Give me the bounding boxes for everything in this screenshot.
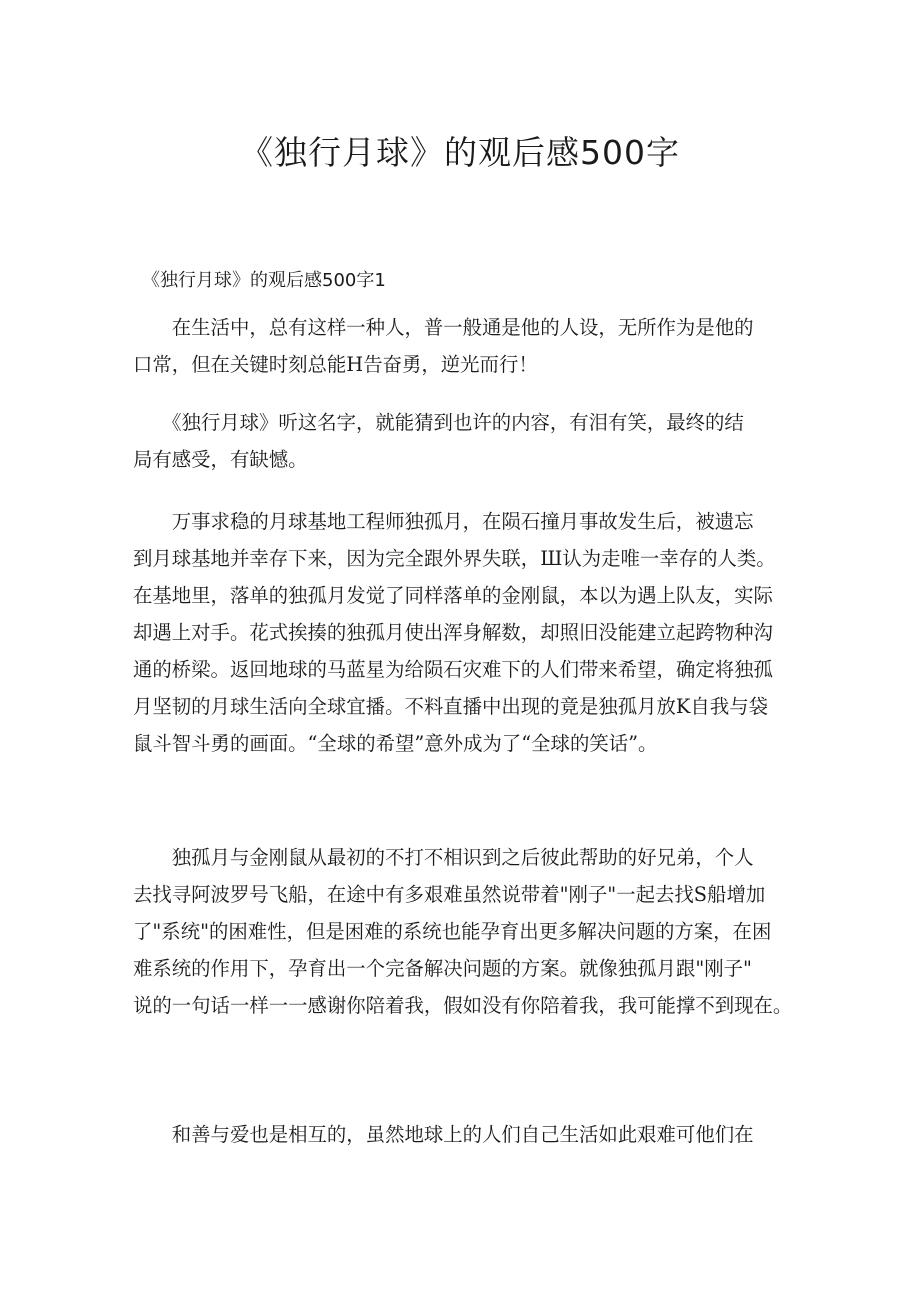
paragraph-line: 在基地里，落单的独孤月发觉了同样落单的金刚鼠，本以为遇上队友，实际 <box>133 584 773 607</box>
paragraph-line: 万事求稳的月球基地工程师独孤月，在陨石撞月事故发生后，被遗忘 <box>133 510 754 533</box>
paragraph-line: 口常，但在关键时刻总能H告奋勇，逆光而行！ <box>133 353 538 376</box>
paragraph-line: 去找寻阿波罗号飞船，在途中有多艰难虽然说带着"刚子"一起去找S船增加 <box>133 883 766 906</box>
paragraph-5 <box>133 1116 793 1153</box>
paragraph-4 <box>133 839 793 1024</box>
paragraph-line: 到月球基地并幸存下来，因为完全跟外界失联，Ш认为走唯一幸存的人类。 <box>133 547 776 570</box>
paragraph-line: 说的一句话一样一一感谢你陪着我，假如没有你陪着我，我可能撑不到现在。 <box>133 994 793 1017</box>
paragraph-line: 难系统的作用下，孕育出一个完备解决问题的方案。就像独孤月跟"刚子" <box>133 957 752 980</box>
paragraph-1 <box>133 309 793 383</box>
paragraph-line: 和善与爱也是相互的，虽然地球上的人们自己生活如此艰难可他们在 <box>133 1123 754 1146</box>
document-title: 《独行月球》的观后感500字 <box>240 133 680 172</box>
paragraph-2 <box>133 404 793 478</box>
paragraph-line: 通的桥梁。返回地球的马蓝星为给陨石灾难下的人们带来希望，确定将独孤 <box>133 658 773 681</box>
paragraph-line: 月坚韧的月球生活向全球宜播。不料直播中出现的竟是独孤月放K自我与袋 <box>133 695 768 718</box>
section-heading: 《独行月球》的观后感500字1 <box>142 270 386 291</box>
paragraph-line: 局有感受，有缺憾。 <box>133 448 308 471</box>
paragraph-3 <box>133 503 793 762</box>
paragraph-line: 在生活中，总有这样一种人，普一般通是他的人设，无所作为是他的 <box>133 316 754 339</box>
paragraph-line: 鼠斗智斗勇的画面。“全球的希望”意外成为了“全球的笑话”。 <box>133 732 658 755</box>
paragraph-line: 独孤月与金刚鼠从最初的不打不相识到之后彼此帮助的好兄弟，个人 <box>133 846 754 869</box>
paragraph-line: 了"系统"的困难性，但是困难的系统也能孕育出更多解决问题的方案，在困 <box>133 920 772 943</box>
paragraph-line: 《独行月球》听这名字，就能猜到也许的内容，有泪有笑，最终的结 <box>133 411 744 434</box>
paragraph-line: 却遇上对手。花式挨揍的独孤月使出浑身解数，却照旧没能建立起跨物种沟 <box>133 621 773 644</box>
